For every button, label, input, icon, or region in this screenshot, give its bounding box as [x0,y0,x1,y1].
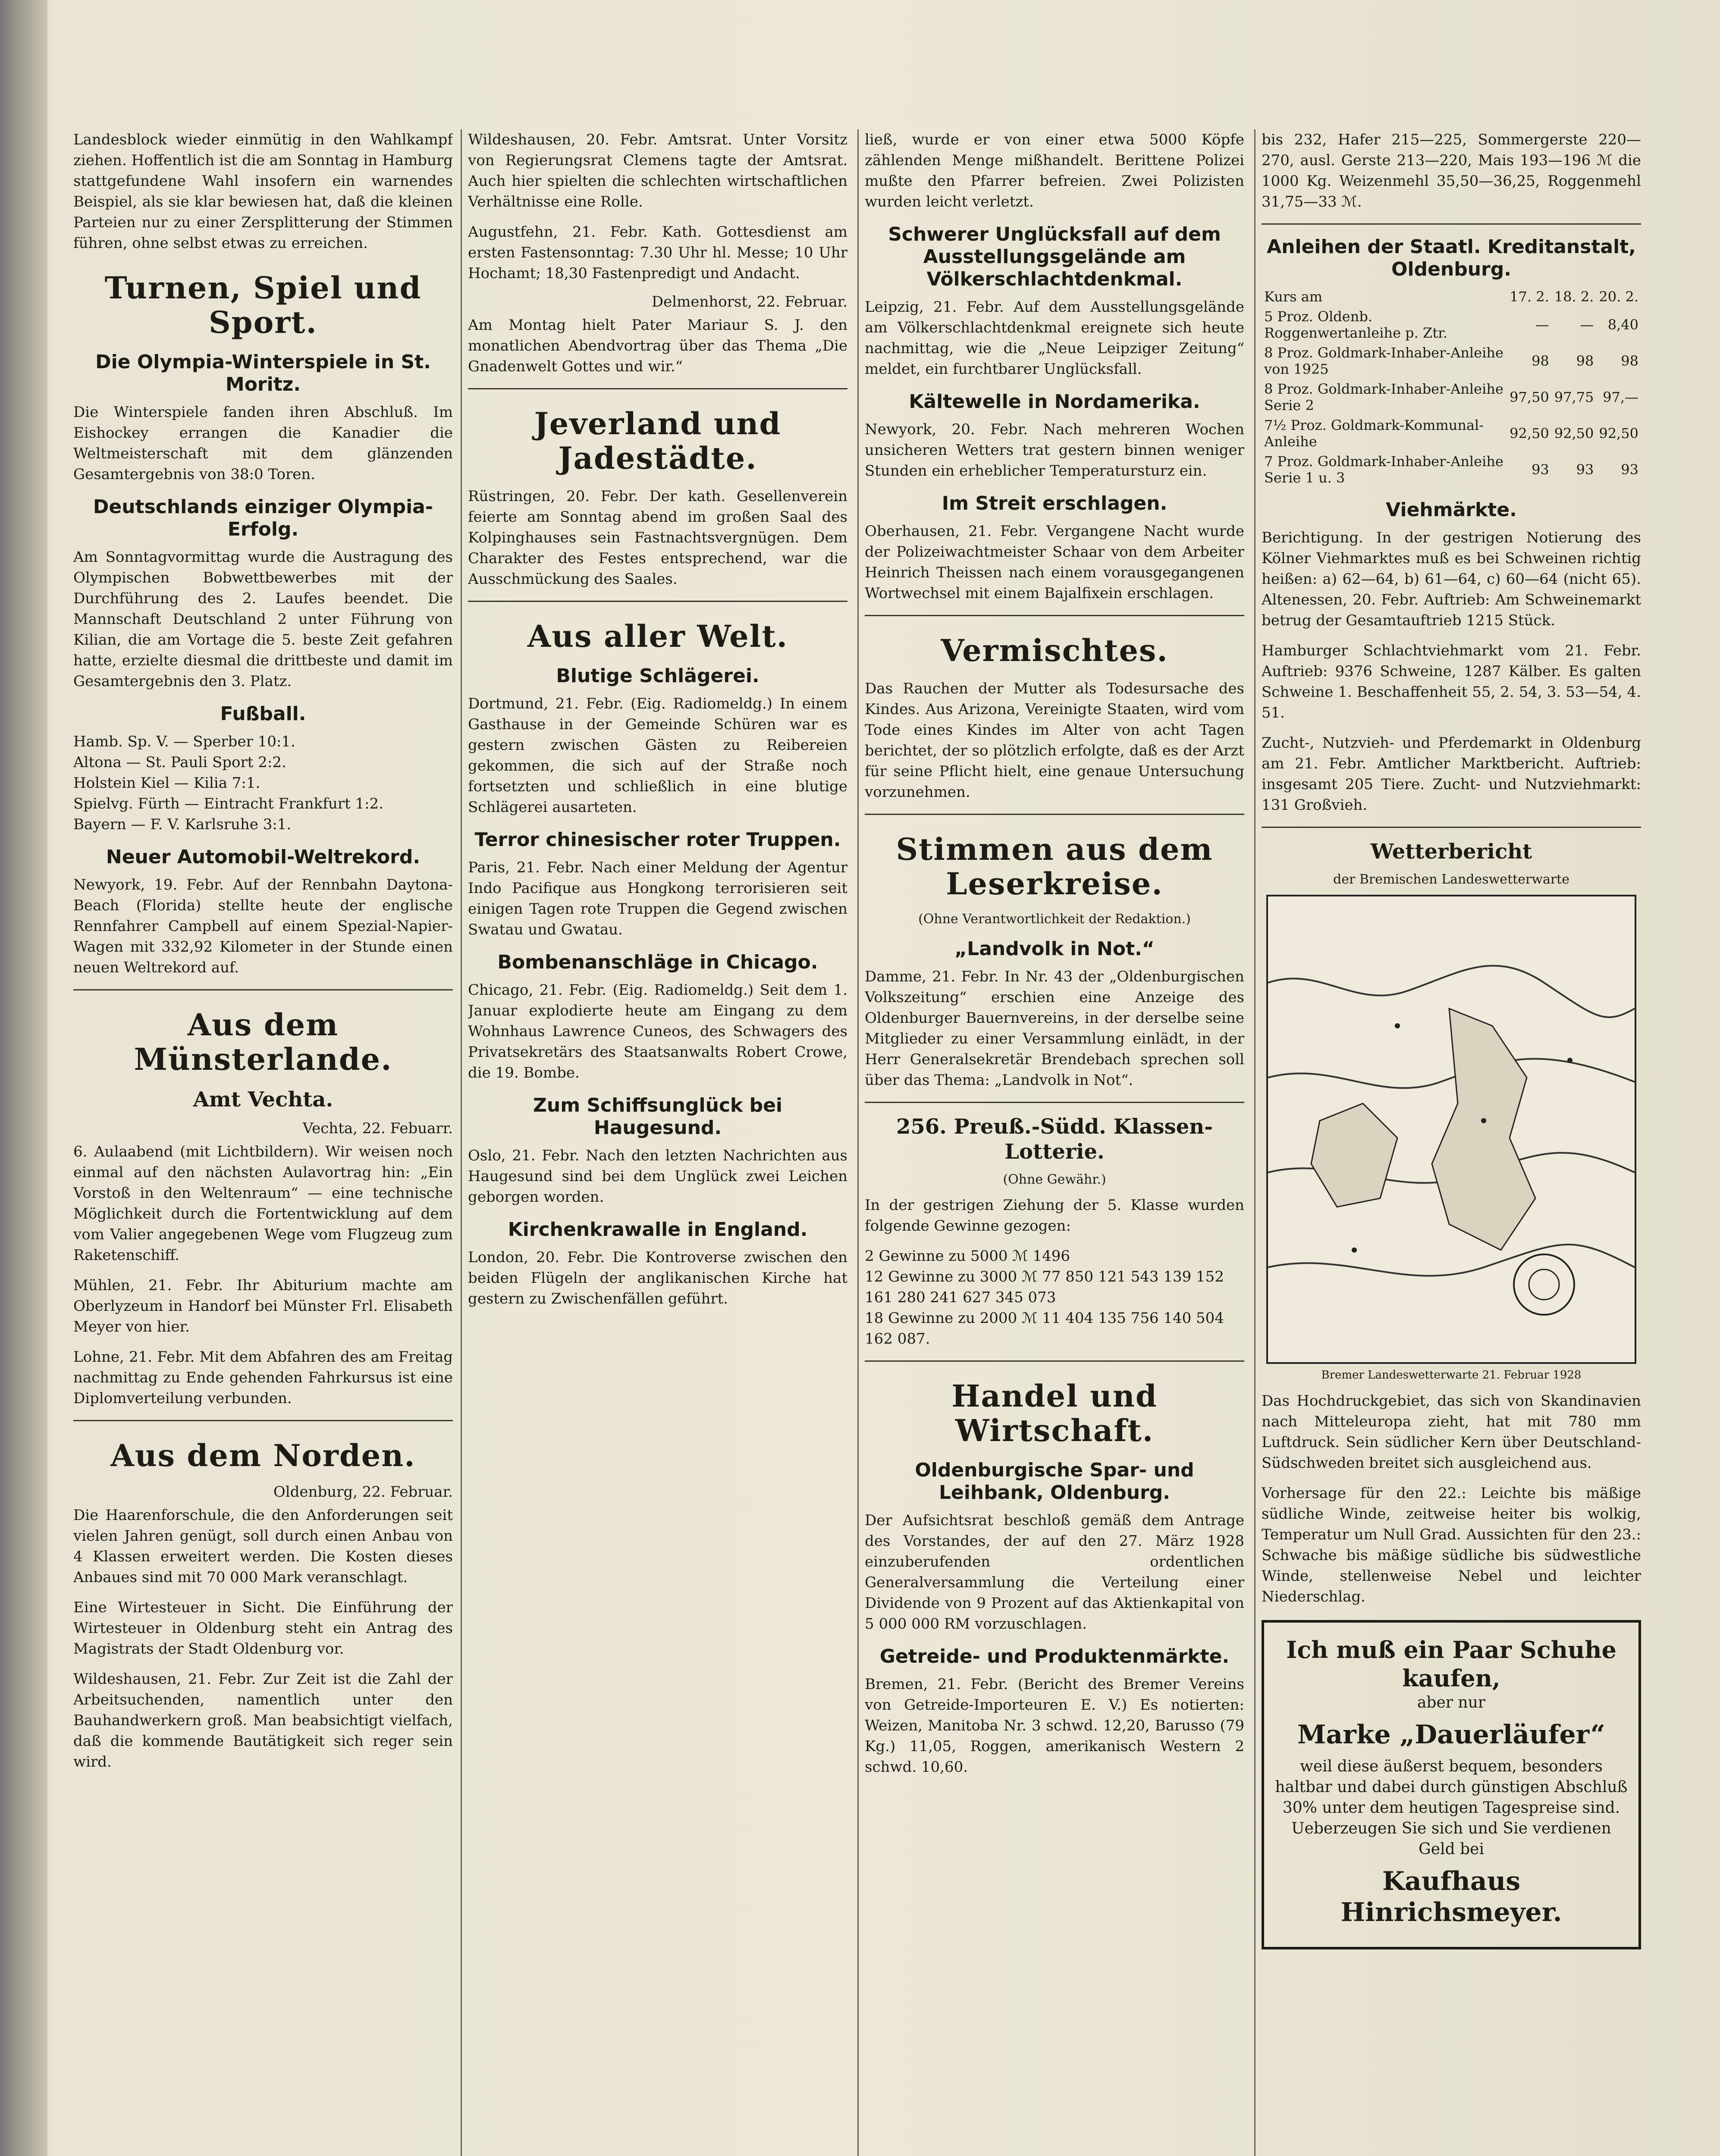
ad-brand: Marke „Dauerläufer“ [1297,1720,1605,1750]
article-text: Newyork, 19. Febr. Auf der Rennbahn Daytona-Beach (Florida) stellte heute der englische Rennfahrer Campbell auf einem Spezial-Napier-Wagen mit 332,92 Kilometer in der Stunde einen neuen Weltrekord auf. [73,876,453,976]
article-text: Lohne, 21. Febr. Mit dem Abfahren des am Freitag nachmittag zu Ende gehenden Fahrkursus ist eine Diplomverteilung verbunden. [73,1348,453,1407]
article-headline: Kirchenkrawalle in England. [508,1219,808,1241]
article-headline: Kältewelle in Nordamerika. [909,391,1200,413]
article-text: London, 20. Febr. Die Kontroverse zwischen den beiden Flügeln der anglikanischen Kirche hat gestern zu Zwischenfällen geführt. [468,1249,847,1307]
article-headline: Anleihen der Staatl. Kreditanstalt, Oldenburg. [1267,236,1636,280]
article-headline: Fußball. [220,703,306,725]
table-row [1262,307,1641,343]
article-headline: Oldenburgische Spar- und Leihbank, Oldenburg. [915,1459,1194,1504]
article-text: Leipzig, 21. Febr. Auf dem Ausstellungsgelände am Völkerschlachtdenkmal ereignete sich heute nachmittag, wie die „Neue Leipziger Zeitung“ meldet, ein furchtbarer Unglücksfall. [865,298,1244,378]
article-text: Mühlen, 21. Febr. Ihr Abiturium machte am Oberlyzeum in Handorf bei Münster Frl. Elisabeth Meyer von hier. [73,1277,453,1335]
section-note: (Ohne Verantwortlichkeit der Redaktion.) [918,912,1191,927]
article-text: Bremen, 21. Febr. (Bericht des Bremer Vereins von Getreide-Importeuren E. V.) Es notierten: Weizen, Manitoba Nr. 3 schwd. 12,20, Barusso (79 Kg.) 11,05, Roggen, amerikanisch Western 2 schwd. 10,60. [865,1676,1244,1776]
article-headline: Deutschlands einziger Olympia-Erfolg. [93,496,433,540]
article-text: Das Rauchen der Mutter als Todesursache des Kindes. Aus Arizona, Vereinigte Staaten, wird vom Tode eines Kindes im Alter von acht Tagen berichtet, der so plötzlich erfolgte, daß es der Arzt für seine Pflicht hielt, eine genaue Untersuchung vorzunehmen. [865,680,1244,801]
article-text: Rüstringen, 20. Febr. Der kath. Gesellenverein feierte am Sonntag abend im großen Saal des Kolpinghauses sein Fastnachtsvergnügen. Dem Charakter des Festes entsprechend, war die Ausschmückung des Saales. [468,488,847,588]
table-header-cell: 18. 2. [1554,288,1594,305]
article-text: Berichtigung. In der gestrigen Notierung des Kölner Viehmarktes muß es bei Schweinen richtig heißen: a) 62—64, b) 61—64, c) 60—64 (nicht 65). Altenessen, 20. Febr. Auftrieb: Am Schweinemarkt betrug der Gesamtauftrieb 1215 Stück. [1262,529,1641,629]
table-row [1262,415,1641,451]
section-title: Aus dem Münsterlande. [134,1007,392,1077]
column-rule [1254,129,1255,2156]
article-headline: Viehmärkte. [1386,499,1517,521]
divider [468,601,847,602]
article-headline: Schwerer Unglücksfall auf dem Ausstellungsgelände am Völkerschlachtdenkmal. [888,223,1221,290]
table-cell: 93 [1576,461,1594,478]
article-text: Landesblock wieder einmütig in den Wahlkampf ziehen. Hoffentlich ist die am Sonntag in Hamburg stattgefundene Wahl insofern ein warnendes Beispiel, als sie klar bewiesen hat, daß die kleinen Parteien nur zu einer Zersplitterung der Stimmen führen, ohne selbst etwas zu erreichen. [73,131,453,252]
section-title: Turnen, Spiel und Sport. [104,270,422,340]
table-cell: 92,50 [1510,425,1549,442]
article-headline: Im Streit erschlagen. [942,492,1168,514]
table-cell: 7 Proz. Goldmark-Inhaber-Anleihe Serie 1 u. 3 [1264,453,1503,486]
results-line: Holstein Kiel — Kilia 7:1. [73,774,261,792]
table-header-cell: Kurs am [1264,288,1323,305]
column-rule [857,129,859,2156]
column-1 [73,129,453,2156]
table-header-cell: 17. 2. [1510,288,1549,305]
column-4 [1262,129,1641,2156]
results-line: Altona — St. Pauli Sport 2:2. [73,754,286,771]
table-row [1262,379,1641,415]
table-cell: — [1535,317,1549,333]
section-title: Handel und Wirtschaft. [951,1378,1158,1448]
lottery-line: 161 280 241 627 345 073 [865,1289,1056,1306]
section-title: 256. Preuß.-Südd. Klassen-Lotterie. [896,1115,1213,1164]
article-text: bis 232, Hafer 215—225, Sommergerste 220—270, ausl. Gerste 213—220, Mais 193—196 ℳ die 1000 Kg. Weizenmehl 35,50—36,25, Roggenmehl 31,75—33 ℳ. [1262,131,1641,210]
section-title: Wetterbericht [1370,840,1532,864]
table-cell: 92,50 [1554,425,1594,442]
page-gutter [0,0,47,2156]
section-title: Jeverland und Jadestädte. [534,406,782,476]
table-cell: 93 [1532,461,1549,478]
results-line: Bayern — F. V. Karlsruhe 3:1. [73,816,292,833]
weather-map-caption: Bremer Landeswetterwarte 21. Februar 1928 [1321,1369,1582,1382]
dateline: Vechta, 22. Febuarr. [302,1120,453,1137]
article-text: Vorhersage für den 22.: Leichte bis mäßige südliche Winde, zeitweise heiter bis wolkig, Temperatur um Null Grad. Aussichten für den 23.: Schwache bis mäßige südliche bis südwestliche Winde, stellenweise Nebel und leichter Niederschlag. [1262,1485,1641,1605]
table-cell: 98 [1621,353,1638,369]
article-headline: Getreide- und Produktenmärkte. [879,1645,1230,1667]
article-text: Am Sonntagvormittag wurde die Austragung des Olympischen Bobwettbewerbes mit der Durchführung des 2. Laufes beendet. Die Mannschaft Deutschland 2 unter Führung von Kilian, die am Vortage die 5. beste Zeit gefahren hatte, erzielte diesmal die drittbeste und damit im Gesamtergebnis den 3. Platz. [73,548,453,690]
article-text: Das Hochdruckgebiet, das sich von Skandinavien nach Mitteleuropa zieht, hat mit 780 mm Luftdruck. Sein südlicher Kern über Deutschland-Südschweden breitet sich ausgleichend aus. [1262,1392,1641,1472]
table-cell: 8,40 [1607,317,1638,333]
shoe-advertisement [1262,1620,1641,1949]
results-line: Spielvg. Fürth — Eintracht Frankfurt 1:2. [73,795,383,812]
article-text: 6. Aulaabend (mit Lichtbildern). Wir weisen noch einmal auf den nächsten Aulavortrag hin: „Ein Vorstoß in den Weltenraum“ — eine technische Möglichkeit durch die Fortentwicklung auf dem vom Valier angegebenen Wege vom Flugzeug zum Raketenschiff. [73,1143,453,1264]
table-cell: 92,50 [1599,425,1638,442]
article-text: Der Aufsichtsrat beschloß gemäß dem Antrage des Vorstandes, der auf den 27. März 1928 einzuberufenden ordentlichen Generalversammlung die Verteilung einer Dividende von 9 Prozent auf das Aktienkapital von 5 000 000 RM vorzuschlagen. [865,1512,1244,1633]
article-text: Chicago, 21. Febr. (Eig. Radiomeldg.) Seit dem 1. Januar explodierte heute am Eingang zu dem Wohnhaus Lawrence Cuneos, des Schwagers des Privatsekretärs des Staatsanwalts Robert Crowe, die 19. Bombe. [468,981,847,1081]
article-text: Eine Wirtesteuer in Sicht. Die Einführung der Wirtesteuer in Oldenburg steht ein Antrag des Magistrats der Stadt Oldenburg vor. [73,1599,453,1658]
table-cell: — [1580,317,1594,333]
article-headline: Neuer Automobil-Weltrekord. [106,846,421,868]
divider [865,814,1244,815]
dateline: Oldenburg, 22. Februar. [273,1483,453,1501]
table-cell: 98 [1576,353,1594,369]
weather-map-drawing [1268,896,1635,1362]
divider [865,1360,1244,1362]
divider [73,1420,453,1421]
article-text: Oslo, 21. Febr. Nach den letzten Nachrichten aus Haugesund sind bei dem Unglück zwei Leichen geborgen worden. [468,1147,847,1206]
ad-text: aber nur [1417,1694,1486,1711]
table-header-row [1262,287,1641,307]
table-row [1262,343,1641,379]
divider [73,989,453,990]
table-cell: 97,75 [1554,389,1594,405]
section-title: Vermischtes. [941,633,1168,668]
lottery-line: 162 087. [865,1330,930,1348]
article-text: Am Montag hielt Pater Mariaur S. J. den monatlichen Abendvortrag über das Thema „Die Gnadenwelt Gottes und wir.“ [468,317,847,375]
results-line: Hamb. Sp. V. — Sperber 10:1. [73,733,295,750]
table-cell: 8 Proz. Goldmark-Inhaber-Anleihe von 1925 [1264,345,1503,377]
table-cell: 7½ Proz. Goldmark-Kommunal-Anleihe [1264,417,1484,450]
lottery-line: 2 Gewinne zu 5000 ℳ 1496 [865,1247,1070,1265]
weather-map [1266,895,1636,1364]
article-text: Wildeshausen, 20. Febr. Amtsrat. Unter Vorsitz von Regierungsrat Clemens tagte der Amtsrat. Auch hier spielten die schlechten wirtschaftlichen Verhältnisse eine Rolle. [468,131,847,210]
divider [865,1102,1244,1103]
article-text: Dortmund, 21. Febr. (Eig. Radiomeldg.) In einem Gasthause in der Gemeinde Schüren war es gestern zwischen Gästen zu Reibereien gekommen, die sich auf der Straße noch fortsetzten und schließlich in eine blutige Schlägerei ausarteten. [468,695,847,816]
lottery-line: 12 Gewinne zu 3000 ℳ 77 850 121 543 139 152 [865,1268,1224,1285]
table-header-cell: 20. 2. [1599,288,1638,305]
article-text: Paris, 21. Febr. Nach einer Meldung der Agentur Indo Pacifique aus Hongkong terrorisieren seit einigen Tagen rote Truppen die Gegend zwischen Swatau und Gwatau. [468,859,847,938]
article-text: Hamburger Schlachtviehmarkt vom 21. Febr. Auftrieb: 9376 Schweine, 1287 Kälber. Es galten Schweine 1. Beschaffenheit 55, 2. 54, 3. 53—54, 4. 51. [1262,642,1641,721]
article-text: Die Winterspiele fanden ihren Abschluß. Im Eishockey errangen die Kanadier die Weltmeisterschaft mit dem glänzenden Gesamtergebnis von 38:0 Toren. [73,404,453,483]
article-text: ließ, wurde er von einer etwa 5000 Köpfe zählenden Menge mißhandelt. Berittene Polizei mußte den Pfarrer befreien. Zwei Polizisten wurden leicht verletzt. [865,131,1244,210]
article-headline: Blutige Schlägerei. [556,665,760,687]
article-headline: Bombenanschläge in Chicago. [497,951,818,973]
section-note: (Ohne Gewähr.) [1003,1172,1106,1187]
table-cell: 98 [1532,353,1549,369]
table-cell: 97,— [1603,389,1638,405]
article-text: In der gestrigen Ziehung der 5. Klasse wurden folgende Gewinne gezogen: [865,1197,1244,1235]
section-title: Stimmen aus dem Leserkreise. [896,831,1213,902]
ad-text: weil diese äußerst bequem, besonders haltbar und dabei durch günstigen Abschluß 30% unter dem heutigen Tagespreise sind. Ueberzeugen Sie sich und Sie verdienen Geld bei [1275,1758,1628,1858]
divider [865,615,1244,616]
article-headline: Zum Schiffsunglück bei Haugesund. [533,1094,783,1139]
table-row [1262,451,1641,488]
article-text: Zucht-, Nutzvieh- und Pferdemarkt in Oldenburg am 21. Febr. Amtlicher Marktbericht. Auftrieb: insgesamt 205 Tiere. Zucht- und Nutzviehmarkt: 131 Großvieh. [1262,734,1641,814]
section-subtitle: Amt Vechta. [193,1087,333,1112]
ad-headline: Ich muß ein Paar Schuhe kaufen, [1286,1636,1616,1692]
article-headline: „Landvolk in Not.“ [954,938,1155,960]
dateline: Delmenhorst, 22. Februar. [651,293,847,310]
column-3 [865,129,1244,2156]
column-2 [468,129,847,2156]
article-text: Wildeshausen, 21. Febr. Zur Zeit ist die Zahl der Arbeitsuchenden, namentlich unter den Bauhandwerkern groß. Man beabsichtigt vielfach, daß die kommende Bautätigkeit sich reger sein wird. [73,1670,453,1771]
divider [1262,827,1641,828]
ad-shop-name: Kaufhaus Hinrichsmeyer. [1340,1866,1562,1927]
article-headline: Die Olympia-Winterspiele in St. Moritz. [95,351,431,395]
column-rule [461,129,462,2156]
bond-table [1262,287,1641,488]
lottery-line: 18 Gewinne zu 2000 ℳ 11 404 135 756 140 504 [865,1310,1224,1327]
table-cell: 97,50 [1510,389,1549,405]
article-headline: Terror chinesischer roter Truppen. [474,829,841,851]
section-subtitle: der Bremischen Landeswetterwarte [1333,872,1569,887]
article-text: Damme, 21. Febr. In Nr. 43 der „Oldenburgischen Volkszeitung“ erschien eine Anzeige des Oldenburger Bauernvereins, in der derselbe seine Mitglieder zu einer Versammlung einlädt, in der Herr Generalsekretär Brendebach sprechen soll über das Thema: „Landvolk in Not“. [865,968,1244,1089]
table-cell: 93 [1621,461,1638,478]
section-title: Aus dem Norden. [110,1438,416,1473]
article-text: Die Haarenforschule, die den Anforderungen seit vielen Jahren genügt, soll durch einen Anbau von 4 Klassen erweitert werden. Die Kosten dieses Anbaues sind mit 70 000 Mark veranschlagt. [73,1507,453,1586]
divider [468,388,847,389]
article-text: Newyork, 20. Febr. Nach mehreren Wochen unsicheren Wetters trat gestern binnen weniger Stunden ein erheblicher Temperatursturz ein. [865,421,1244,479]
divider [1262,223,1641,225]
table-cell: 5 Proz. Oldenb. Roggenwertanleihe p. Ztr. [1264,308,1448,341]
article-text: Oberhausen, 21. Febr. Vergangene Nacht wurde der Polizeiwachtmeister Schaar von dem Arbeiter Heinrich Theissen nach einem vorausgegangenen Wortwechsel mit einem Bajalfixein erschlagen. [865,523,1244,602]
article-text: Augustfehn, 21. Febr. Kath. Gottesdienst am ersten Fastensonntag: 7.30 Uhr hl. Messe; 10 Uhr Hochamt; 18,30 Fastenpredigt und Andacht. [468,223,847,282]
section-title: Aus aller Welt. [527,618,788,654]
table-cell: 8 Proz. Goldmark-Inhaber-Anleihe Serie 2 [1264,381,1503,414]
